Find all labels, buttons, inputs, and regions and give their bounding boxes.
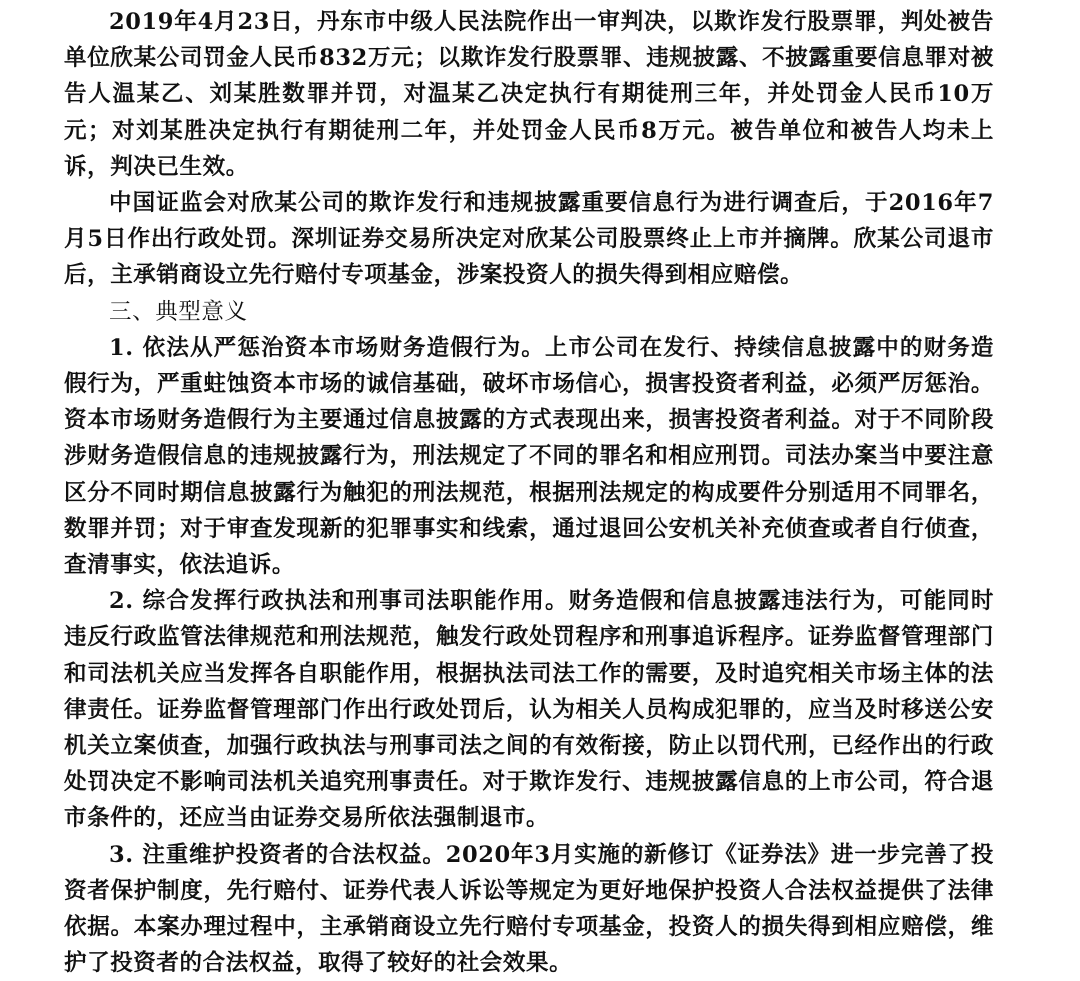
paragraph-penalty: [64, 185, 994, 294]
paragraph-judgment: [64, 4, 994, 185]
document-page: [64, 0, 994, 981]
point-1-text: 上市公司在发行、持续信息披露中的财务造假行为，严重蛀蚀资本市场的诚信基础，破坏市场信心，损害投资者利益，必须严厉惩治。资本市场财务造假行为主要通过信息披露的方式表现出来，损害投资者利益。对于不同阶段涉财务造假信息的违规披露行为，刑法规定了不同的罪名和相应刑罚。司法办案当中要注意区分不同时期信息披露行为触犯的刑法规范，根据刑法规定的构成要件分别适用不同罪名，数罪并罚；对于审查发现新的犯罪事实和线索，通过退回公安机关补充侦查或者自行侦查，查清事实，依法追诉。: [64, 334, 995, 579]
point-1-lead: 1. 依法从严惩治资本市场财务造假行为。: [109, 334, 545, 361]
point-2-text: 财务造假和信息披露违法行为，可能同时违反行政监管法律规范和刑法规范，触发行政处罚程序和刑事追诉程序。证券监督管理部门和司法机关应当发挥各自职能作用，根据执法司法工作的需要，及时追究相关市场主体的法律责任。证券监督管理部门作出行政处罚后，认为相关人员构成犯罪的，应当及时移送公安机关立案侦查，加强行政执法与刑事司法之间的有效衔接，防止以罚代刑，已经作出的行政处罚决定不影响司法机关追究刑事责任。对于欺诈发行、违规披露信息的上市公司，符合退市条件的，还应当由证券交易所依法强制退市。: [64, 588, 994, 832]
section-heading: [64, 294, 994, 330]
point-3-lead: 3. 注重维护投资者的合法权益。: [109, 841, 446, 868]
point-3: [64, 837, 994, 981]
point-2-lead: 2. 综合发挥行政执法和刑事司法职能作用。: [109, 588, 569, 615]
paragraph-judgment-text: 2019年4月23日，丹东市中级人民法院作出一审判决，以欺诈发行股票罪，判处被告单位欣某公司罚金人民币832万元；以欺诈发行股票罪、违规披露、不披露重要信息罪对被告人温某乙、刘某胜数罪并罚，对温某乙决定执行有期徒刑三年，并处罚金人民币10万元；对刘某胜决定执行有期徒刑二年，并处罚金人民币8万元。被告单位和被告人均未上诉，判决已生效。: [64, 9, 994, 180]
paragraph-penalty-text: 中国证监会对欣某公司的欺诈发行和违规披露重要信息行为进行调查后，于2016年7月5日作出行政处罚。深圳证券交易所决定对欣某公司股票终止上市并摘牌。欣某公司退市后，主承销商设立先行赔付专项基金，涉案投资人的损失得到相应赔偿。: [64, 190, 994, 289]
section-heading-text: 三、典型意义: [109, 298, 248, 325]
point-2: [64, 583, 994, 836]
point-3-text: 2020年3月实施的新修订《证券法》进一步完善了投资者保护制度，先行赔付、证券代表人诉讼等规定为更好地保护投资人合法权益提供了法律依据。本案办理过程中，主承销商设立先行赔付专项基金，投资人的损失得到相应赔偿，维护了投资者的合法权益，取得了较好的社会效果。: [64, 841, 994, 977]
point-1: [64, 330, 994, 583]
